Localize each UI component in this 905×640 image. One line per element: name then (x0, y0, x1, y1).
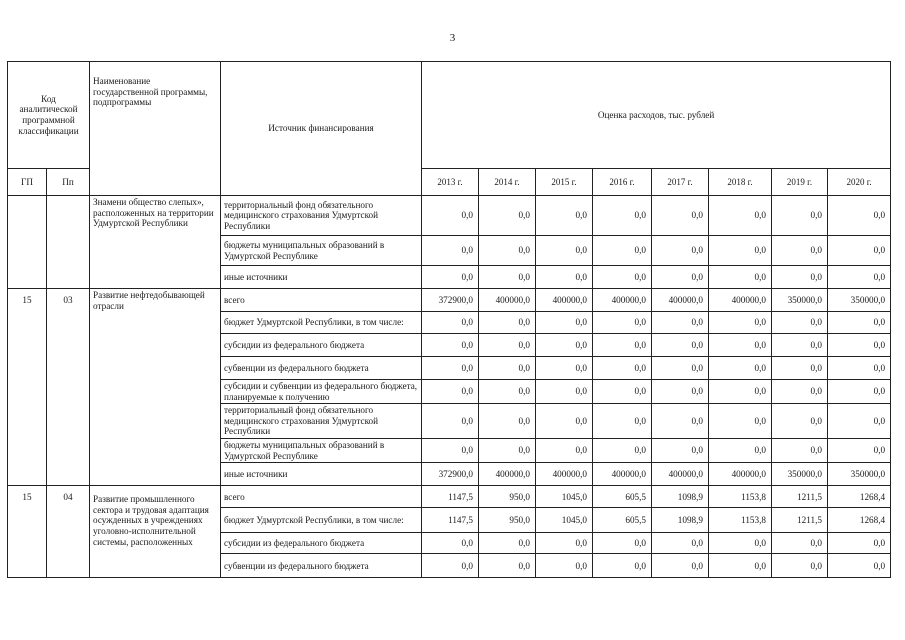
value-cell: 0,0 (479, 554, 536, 578)
value-cell: 0,0 (422, 533, 479, 554)
value-cell: 0,0 (772, 196, 828, 236)
value-cell: 0,0 (422, 312, 479, 334)
header-source: Источник финансирования (221, 62, 422, 196)
value-cell: 400000,0 (536, 463, 593, 486)
value-cell: 0,0 (536, 266, 593, 289)
value-cell: 0,0 (479, 334, 536, 357)
header-row (8, 62, 891, 169)
year-header: 2015 г. (536, 169, 593, 196)
funding-source: бюджет Удмуртской Республики, в том числе: (221, 508, 422, 533)
value-cell: 0,0 (536, 439, 593, 463)
funding-source: бюджеты муниципальных образований в Удмуртской Республике (221, 236, 422, 266)
value-cell: 0,0 (772, 357, 828, 380)
funding-source: иные источники (221, 463, 422, 486)
header-code: Код аналитической программной классификации (8, 62, 90, 169)
value-cell: 605,5 (593, 486, 652, 508)
value-cell: 1153,8 (709, 508, 772, 533)
value-cell: 0,0 (536, 404, 593, 439)
table-body (8, 196, 891, 578)
value-cell: 0,0 (479, 380, 536, 404)
value-cell: 0,0 (828, 554, 891, 578)
value-cell: 0,0 (593, 312, 652, 334)
funding-source: субвенции из федерального бюджета (221, 357, 422, 380)
value-cell: 0,0 (772, 533, 828, 554)
value-cell: 0,0 (536, 196, 593, 236)
value-cell: 0,0 (422, 554, 479, 578)
value-cell: 400000,0 (652, 463, 709, 486)
program-name: Развитие промышленного сектора и трудовая адаптация осужденных в учреждениях уголовно-исполнительной системы, расположенных (90, 486, 221, 578)
value-cell: 1147,5 (422, 486, 479, 508)
value-cell: 0,0 (828, 334, 891, 357)
value-cell: 1211,5 (772, 508, 828, 533)
value-cell: 350000,0 (772, 463, 828, 486)
value-cell: 400000,0 (593, 463, 652, 486)
value-cell: 1045,0 (536, 486, 593, 508)
value-cell: 0,0 (772, 334, 828, 357)
value-cell: 1211,5 (772, 486, 828, 508)
header-gp: ГП (8, 169, 47, 196)
value-cell: 0,0 (422, 380, 479, 404)
value-cell: 0,0 (479, 357, 536, 380)
value-cell: 0,0 (593, 533, 652, 554)
value-cell: 0,0 (479, 312, 536, 334)
value-cell: 0,0 (422, 266, 479, 289)
value-cell: 0,0 (709, 404, 772, 439)
value-cell: 0,0 (479, 196, 536, 236)
value-cell: 372900,0 (422, 463, 479, 486)
value-cell: 400000,0 (709, 289, 772, 312)
value-cell: 0,0 (422, 439, 479, 463)
value-cell: 0,0 (709, 357, 772, 380)
value-cell: 0,0 (828, 266, 891, 289)
program-name: Знамени общество слепых», расположенных на территории Удмуртской Республики (90, 196, 221, 289)
value-cell: 400000,0 (479, 463, 536, 486)
value-cell: 0,0 (772, 404, 828, 439)
value-cell: 0,0 (593, 404, 652, 439)
value-cell: 0,0 (422, 404, 479, 439)
value-cell: 605,5 (593, 508, 652, 533)
value-cell: 950,0 (479, 486, 536, 508)
funding-source: субвенции из федерального бюджета (221, 554, 422, 578)
gp-code: 15 (8, 486, 47, 578)
value-cell: 0,0 (709, 312, 772, 334)
funding-source: всего (221, 486, 422, 508)
value-cell: 0,0 (652, 404, 709, 439)
value-cell: 0,0 (593, 439, 652, 463)
value-cell: 0,0 (828, 380, 891, 404)
value-cell: 400000,0 (536, 289, 593, 312)
value-cell: 0,0 (828, 236, 891, 266)
year-header: 2014 г. (479, 169, 536, 196)
value-cell: 950,0 (479, 508, 536, 533)
value-cell: 0,0 (536, 380, 593, 404)
funding-source: иные источники (221, 266, 422, 289)
year-header: 2020 г. (828, 169, 891, 196)
value-cell: 0,0 (593, 357, 652, 380)
value-cell: 400000,0 (593, 289, 652, 312)
value-cell: 0,0 (828, 312, 891, 334)
value-cell: 0,0 (536, 533, 593, 554)
value-cell: 0,0 (479, 236, 536, 266)
value-cell: 0,0 (479, 533, 536, 554)
value-cell: 0,0 (652, 266, 709, 289)
table-row (8, 196, 891, 236)
value-cell: 1098,9 (652, 486, 709, 508)
value-cell: 0,0 (652, 196, 709, 236)
value-cell: 1153,8 (709, 486, 772, 508)
value-cell: 0,0 (828, 439, 891, 463)
value-cell: 0,0 (709, 380, 772, 404)
value-cell: 1098,9 (652, 508, 709, 533)
value-cell: 0,0 (709, 236, 772, 266)
funding-source: субсидии из федерального бюджета (221, 533, 422, 554)
value-cell: 0,0 (709, 439, 772, 463)
value-cell: 0,0 (772, 439, 828, 463)
value-cell: 1268,4 (828, 508, 891, 533)
funding-source: территориальный фонд обязательного медицинского страхования Удмуртской Республики (221, 404, 422, 439)
value-cell: 0,0 (772, 312, 828, 334)
value-cell: 0,0 (772, 554, 828, 578)
value-cell: 0,0 (593, 266, 652, 289)
table-row (8, 289, 891, 312)
gp-code (8, 196, 47, 289)
value-cell: 0,0 (652, 533, 709, 554)
value-cell: 0,0 (652, 236, 709, 266)
header-name: Наименование государственной программы, подпрограммы (90, 62, 221, 196)
value-cell: 0,0 (536, 357, 593, 380)
value-cell: 0,0 (772, 266, 828, 289)
funding-source: всего (221, 289, 422, 312)
table-row (8, 486, 891, 508)
value-cell: 0,0 (422, 236, 479, 266)
value-cell: 0,0 (536, 554, 593, 578)
pp-code (47, 196, 90, 289)
value-cell: 0,0 (536, 334, 593, 357)
value-cell: 400000,0 (709, 463, 772, 486)
value-cell: 0,0 (593, 380, 652, 404)
value-cell: 0,0 (828, 404, 891, 439)
value-cell: 0,0 (709, 554, 772, 578)
value-cell: 350000,0 (772, 289, 828, 312)
value-cell: 0,0 (772, 380, 828, 404)
value-cell: 0,0 (709, 196, 772, 236)
value-cell: 0,0 (709, 266, 772, 289)
value-cell: 0,0 (828, 357, 891, 380)
value-cell: 0,0 (593, 236, 652, 266)
funding-source: субсидии и субвенции из федерального бюджета, планируемые к получению (221, 380, 422, 404)
funding-source: бюджеты муниципальных образований в Удмуртской Республике (221, 439, 422, 463)
value-cell: 350000,0 (828, 463, 891, 486)
value-cell: 0,0 (536, 312, 593, 334)
value-cell: 400000,0 (479, 289, 536, 312)
year-header: 2019 г. (772, 169, 828, 196)
value-cell: 372900,0 (422, 289, 479, 312)
value-cell: 0,0 (652, 357, 709, 380)
year-header: 2013 г. (422, 169, 479, 196)
year-header: 2016 г. (593, 169, 652, 196)
value-cell: 0,0 (828, 196, 891, 236)
value-cell: 0,0 (479, 404, 536, 439)
page-number: 3 (449, 32, 456, 44)
value-cell: 0,0 (772, 236, 828, 266)
value-cell: 0,0 (593, 554, 652, 578)
year-header: 2018 г. (709, 169, 772, 196)
value-cell: 0,0 (652, 312, 709, 334)
value-cell: 0,0 (422, 357, 479, 380)
value-cell: 1045,0 (536, 508, 593, 533)
value-cell: 0,0 (652, 380, 709, 404)
value-cell: 0,0 (652, 554, 709, 578)
funding-source: территориальный фонд обязательного медицинского страхования Удмуртской Республики (221, 196, 422, 236)
value-cell: 0,0 (709, 533, 772, 554)
program-name: Развитие нефтедобывающей отрасли (90, 289, 221, 486)
pp-code: 04 (47, 486, 90, 578)
value-cell: 350000,0 (828, 289, 891, 312)
value-cell: 0,0 (652, 439, 709, 463)
budget-table (7, 61, 891, 578)
value-cell: 0,0 (422, 196, 479, 236)
year-header: 2017 г. (652, 169, 709, 196)
header-pp: Пп (47, 169, 90, 196)
value-cell: 400000,0 (652, 289, 709, 312)
value-cell: 0,0 (828, 533, 891, 554)
gp-code: 15 (8, 289, 47, 486)
value-cell: 0,0 (536, 236, 593, 266)
value-cell: 0,0 (709, 334, 772, 357)
value-cell: 0,0 (479, 266, 536, 289)
value-cell: 0,0 (593, 196, 652, 236)
value-cell: 1147,5 (422, 508, 479, 533)
header-estimate: Оценка расходов, тыс. рублей (422, 62, 891, 169)
value-cell: 1268,4 (828, 486, 891, 508)
pp-code: 03 (47, 289, 90, 486)
funding-source: субсидии из федерального бюджета (221, 334, 422, 357)
value-cell: 0,0 (652, 334, 709, 357)
value-cell: 0,0 (479, 439, 536, 463)
funding-source: бюджет Удмуртской Республики, в том числе: (221, 312, 422, 334)
value-cell: 0,0 (593, 334, 652, 357)
value-cell: 0,0 (422, 334, 479, 357)
